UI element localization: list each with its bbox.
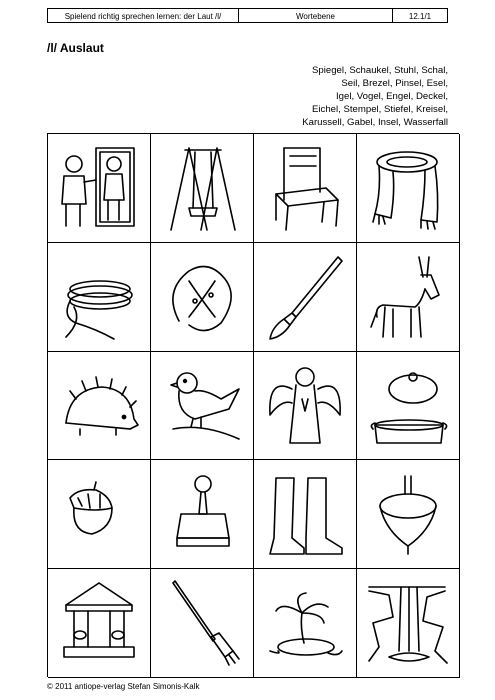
igel-icon [56, 359, 142, 451]
tile-eichel [48, 460, 151, 569]
gabel-icon [159, 577, 245, 669]
brezel-icon [159, 251, 245, 343]
word-list-line: Seil, Brezel, Pinsel, Esel, [341, 78, 448, 89]
picture-grid [47, 133, 459, 677]
schaukel-icon [159, 142, 245, 234]
copyright-footer: © 2011 antiope-verlag Stefan Simonis-Kalk [47, 682, 200, 691]
tile-karussell [48, 569, 151, 678]
tile-schaukel [151, 134, 254, 243]
tile-spiegel [48, 134, 151, 243]
word-list-line: Karussell, Gabel, Insel, Wasserfall [302, 117, 448, 128]
pinsel-icon [262, 251, 348, 343]
tile-kreisel [357, 460, 460, 569]
tile-seil [48, 243, 151, 352]
tile-insel [254, 569, 357, 678]
tile-schal [357, 134, 460, 243]
tile-engel [254, 352, 357, 461]
seil-icon [56, 251, 142, 343]
tile-stuhl [254, 134, 357, 243]
tile-stempel [151, 460, 254, 569]
vogel-icon [159, 359, 245, 451]
schal-icon [365, 142, 451, 234]
eichel-icon [56, 468, 142, 560]
tile-vogel [151, 352, 254, 461]
tile-deckel [357, 352, 460, 461]
tile-esel [357, 243, 460, 352]
spiegel-icon [56, 142, 142, 234]
deckel-icon [365, 359, 451, 451]
esel-icon [365, 251, 451, 343]
insel-icon [262, 577, 348, 669]
tile-pinsel [254, 243, 357, 352]
tile-brezel [151, 243, 254, 352]
stuhl-icon [262, 142, 348, 234]
tile-gabel [151, 569, 254, 678]
header-code: 12.1/1 [408, 12, 432, 21]
wasserfall-icon [365, 577, 451, 669]
word-list-line: Igel, Vogel, Engel, Deckel, [336, 91, 448, 102]
tile-igel [48, 352, 151, 461]
tile-stiefel [254, 460, 357, 569]
header-level: Wortebene [239, 9, 393, 22]
word-list-line: Eichel, Stempel, Stiefel, Kreisel, [312, 104, 448, 115]
engel-icon [262, 359, 348, 451]
header-subject: Spielend richtig sprechen lernen: der Laut /l/ [48, 9, 239, 22]
page-title: /l/ Auslaut [47, 41, 104, 55]
header-bar [47, 8, 448, 23]
stiefel-icon [262, 468, 348, 560]
word-list [208, 64, 448, 129]
word-list-line: Spiegel, Schaukel, Stuhl, Schal, [312, 65, 448, 76]
kreisel-icon [365, 468, 451, 560]
tile-wasserfall [357, 569, 460, 678]
stempel-icon [159, 468, 245, 560]
karussell-icon [56, 577, 142, 669]
